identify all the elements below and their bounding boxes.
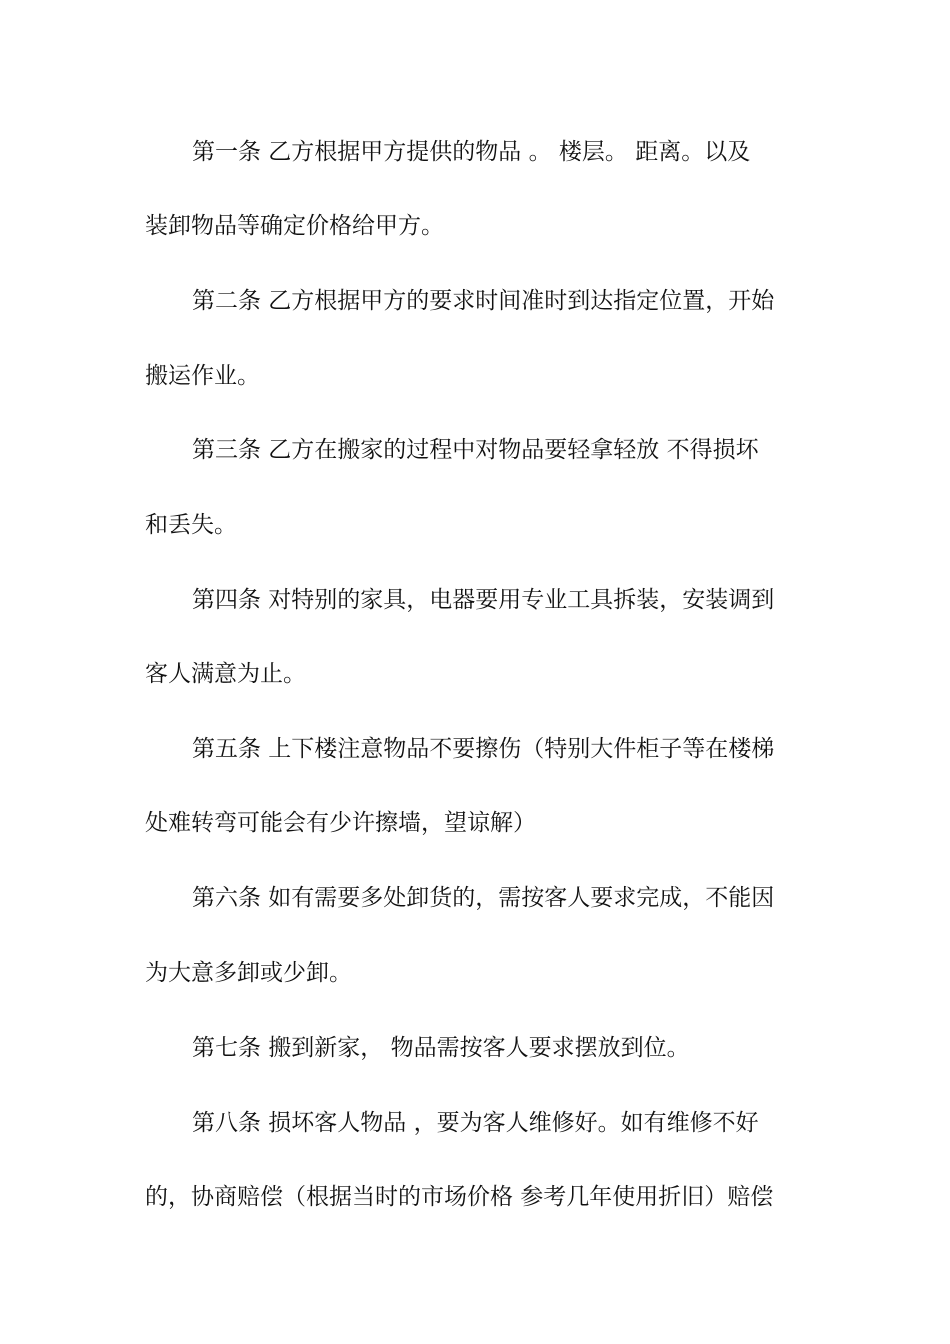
article-3-line-2: 和丢失。 bbox=[145, 512, 237, 538]
article-2-line-1: 第二条 乙方根据甲方的要求时间准时到达指定位置，开始 bbox=[192, 288, 775, 314]
article-2-line-2: 搬运作业。 bbox=[145, 363, 260, 389]
article-8-line-2: 的，协商赔偿（根据当时的市场价格 参考几年使用折旧）赔偿 bbox=[145, 1184, 774, 1210]
article-4-line-1: 第四条 对特别的家具，电器要用专业工具拆装，安装调到 bbox=[192, 587, 775, 613]
article-5-line-2: 处难转弯可能会有少许擦墙，望谅解） bbox=[145, 810, 536, 836]
article-7-line-1: 第七条 搬到新家， 物品需按客人要求摆放到位。 bbox=[192, 1035, 690, 1061]
article-8-line-1: 第八条 损坏客人物品 ，要为客人维修好。如有维修不好 bbox=[192, 1110, 759, 1136]
article-1-line-1: 第一条 乙方根据甲方提供的物品 。 楼层。 距离。以及 bbox=[192, 139, 751, 165]
article-4-line-2: 客人满意为止。 bbox=[145, 661, 306, 687]
article-6-line-2: 为大意多卸或少卸。 bbox=[145, 960, 352, 986]
article-1-line-2: 装卸物品等确定价格给甲方。 bbox=[145, 213, 444, 239]
article-6-line-1: 第六条 如有需要多处卸货的，需按客人要求完成，不能因 bbox=[192, 885, 775, 911]
article-3-line-1: 第三条 乙方在搬家的过程中对物品要轻拿轻放 不得损坏 bbox=[192, 437, 759, 463]
article-5-line-1: 第五条 上下楼注意物品不要擦伤（特别大件柜子等在楼梯 bbox=[192, 736, 775, 762]
